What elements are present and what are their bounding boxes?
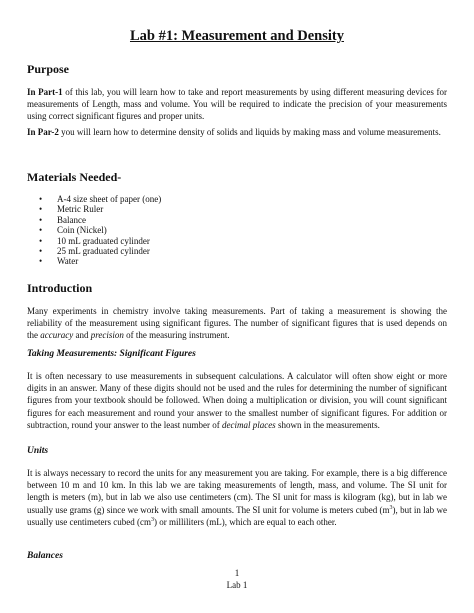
list-item: • A-4 size sheet of paper (one) xyxy=(27,194,161,204)
accuracy-term: accuracy xyxy=(40,330,74,341)
page-title: Lab #1: Measurement and Density xyxy=(129,28,344,44)
introduction-paragraph xyxy=(27,305,447,342)
list-item: • Water xyxy=(27,256,161,266)
sigfigs-text: It is often necessary to use measurements in subsequent calculations. A calculator will often show eight or more digits in an answer. Many of these digits should not be used and the rules for determining the number of significant figures from your textbook should be followed. When doing a multiplication or division, you will count significant figures for each measurement and round your answer to the smallest number of significant figures. For addition or subtraction, round your answer to the least number of xyxy=(27,371,447,430)
introduction-heading: Introduction xyxy=(27,281,93,295)
purpose-paragraph-1 xyxy=(27,86,447,123)
part1-text: of this lab, you will learn how to take and report measurements by using different measuring devices for measurements of Length, mass and volume. You will be required to indicate the precision of your measurements using correct significant figures and proper units. xyxy=(27,87,448,122)
units-text: It is always necessary to record the units for any measurement you are taking. For example, there is a big difference between 10 m and 10 km. In this lab we are taking measurements of length, mass, and volume. The SI unit for length is meters (m), but in lab we also use centimeters (cm). The SI unit for mass is kilogram (kg), but in lab we usually use grams (g) since we work with small amounts. The SI unit for volume is meters cubed (m xyxy=(27,468,447,515)
part2-text: you will learn how to determine density of solids and liquids by making mass and volume measurements. xyxy=(58,127,441,137)
sigfigs-text-end: shown in the measurements. xyxy=(275,419,380,430)
balances-heading: Balances xyxy=(27,551,63,561)
sigfigs-heading: Taking Measurements: Significant Figures xyxy=(27,349,196,359)
list-item: • Balance xyxy=(27,215,161,225)
intro-text-end: of the measuring instrument. xyxy=(123,330,230,341)
page-footer-label: Lab 1 xyxy=(226,580,248,590)
units-text-3: ) or milliliters (mL), which are equal to each other. xyxy=(153,516,337,527)
intro-text: Many experiments in chemistry involve taking measurements. Part of taking a measurement is showing the reliability of the measurement using significant figures. The number of significant figures that is used depends on the xyxy=(27,306,447,341)
list-item: • Coin (Nickel) xyxy=(27,225,161,235)
units-heading: Units xyxy=(27,446,49,456)
sigfigs-paragraph xyxy=(27,370,447,431)
materials-heading: Materials Needed- xyxy=(27,170,122,184)
page-number: 1 xyxy=(234,568,240,578)
precision-term: precision xyxy=(90,330,124,341)
intro-text-and: and xyxy=(73,330,91,341)
superscript: 3 xyxy=(150,516,154,523)
units-paragraph xyxy=(27,467,447,528)
units-text-2: ), but in lab we usually use centimeters cubed (cm xyxy=(27,504,447,527)
materials-list xyxy=(27,194,161,267)
list-item: • 25 mL graduated cylinder xyxy=(27,246,161,256)
purpose-paragraph-2 xyxy=(27,126,447,138)
list-item: • 10 mL graduated cylinder xyxy=(27,236,161,246)
purpose-heading: Purpose xyxy=(27,62,69,76)
decimal-places-term: decimal places xyxy=(221,419,276,430)
superscript: 3 xyxy=(389,504,393,511)
part1-label: In Part-1 xyxy=(27,87,63,97)
part2-label: In Par-2 xyxy=(27,127,59,137)
list-item: • Metric Ruler xyxy=(27,204,161,214)
